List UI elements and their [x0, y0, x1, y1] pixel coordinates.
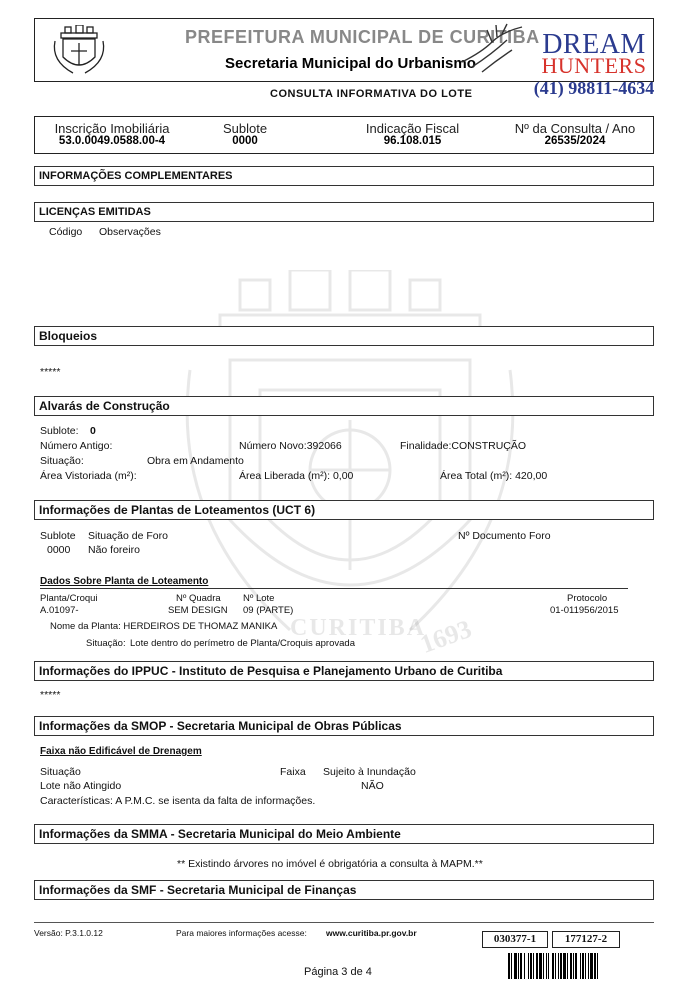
- quadra-label: Nº Quadra: [176, 593, 221, 604]
- section-smop: Informações da SMOP - Secretaria Municipal de Obras Públicas: [34, 716, 654, 736]
- smop-situacao-label: Situação: [40, 766, 81, 778]
- plantas-sublote-label: Sublote: [40, 530, 76, 542]
- quadra-value: SEM DESIGN: [168, 605, 228, 616]
- smop-inundacao-value: NÃO: [361, 780, 384, 792]
- ippuc-value: *****: [40, 689, 61, 701]
- sublote-label: Sublote: [222, 121, 268, 136]
- section-licencas: LICENÇAS EMITIDAS: [34, 202, 654, 222]
- planta-croqui-label: Planta/Croqui: [40, 593, 98, 604]
- sublote-column: [210, 121, 280, 147]
- licencas-observacoes-label: Observações: [99, 226, 161, 238]
- bird-logo-icon: [452, 22, 532, 77]
- section-smma: Informações da SMMA - Secretaria Municipal do Meio Ambiente: [34, 824, 654, 844]
- plantas-documento-foro-label: Nº Documento Foro: [458, 530, 551, 542]
- city-crest-logo: [49, 25, 109, 77]
- smop-subtitle: Faixa não Edificável de Drenagem: [40, 746, 202, 757]
- inscricao-label: Inscrição Imobiliária: [54, 121, 170, 136]
- plantas-situacao-foro-value: Não foreiro: [88, 544, 140, 556]
- smop-inundacao-label: Sujeito à Inundação: [323, 766, 416, 778]
- watermark-year: 1693: [416, 614, 476, 660]
- plantas-situacao-label: Situação:: [86, 638, 126, 649]
- dados-planta-title: Dados Sobre Planta de Loteamento: [40, 576, 209, 587]
- secretaria-title: Secretaria Municipal do Urbanismo: [225, 55, 476, 72]
- bloqueios-value: *****: [40, 366, 61, 378]
- consulta-column: [505, 121, 645, 147]
- lote-label: Nº Lote: [243, 593, 275, 604]
- overlay-dream: DREAM: [542, 29, 646, 60]
- alvaras-area-liberada: Área Liberada (m²): 0,00: [239, 470, 354, 482]
- plantas-situacao-foro-label: Situação de Foro: [88, 530, 168, 542]
- indicacao-value: 96.108.015: [383, 135, 442, 147]
- planta-croqui-value: A.01097-: [40, 605, 79, 616]
- section-bloqueios: Bloqueios: [34, 326, 654, 346]
- consulta-title: CONSULTA INFORMATIVA DO LOTE: [270, 88, 473, 100]
- section-alvaras: Alvarás de Construção: [34, 396, 654, 416]
- footer-mais-info: Para maiores informações acesse:: [176, 928, 307, 938]
- prefeitura-title: PREFEITURA MUNICIPAL DE CURITIBA: [185, 27, 540, 47]
- footer-divider: [34, 922, 654, 923]
- inscricao-value: 53.0.0049.0588.00-4: [58, 135, 166, 147]
- alvaras-sublote-value: 0: [90, 425, 96, 437]
- section-plantas: Informações de Plantas de Loteamentos (UCT 6): [34, 500, 654, 520]
- alvaras-numero-novo: Número Novo:392066: [239, 440, 342, 452]
- sublote-value: 0000: [232, 135, 258, 147]
- section-ippuc: Informações do IPPUC - Instituto de Pesquisa e Planejamento Urbano de Curitiba: [34, 661, 654, 681]
- plantas-sublote-value: 0000: [47, 544, 71, 556]
- alvaras-area-vistoriada: Área Vistoriada (m²):: [40, 470, 137, 482]
- indicacao-column: [355, 121, 470, 147]
- footer-code-1: 030377-1: [482, 931, 548, 948]
- barcode-icon: [508, 953, 654, 979]
- consulta-label: Nº da Consulta / Ano: [514, 121, 636, 136]
- alvaras-numero-antigo: Número Antigo:: [40, 440, 113, 452]
- plantas-situacao-value: Lote dentro do perímetro de Planta/Croquis aprovada: [130, 638, 355, 649]
- footer-code-2: 177127-2: [552, 931, 620, 948]
- smma-note: ** Existindo árvores no imóvel é obrigatória a consulta à MAPM.**: [177, 858, 483, 870]
- consulta-value: 26535/2024: [544, 135, 606, 147]
- inscricao-column: [47, 121, 177, 147]
- dados-planta-divider: [40, 588, 628, 589]
- protocolo-value: 01-011956/2015: [550, 605, 619, 616]
- dream-hunters-overlay: [526, 31, 662, 97]
- indicacao-label: Indicação Fiscal: [365, 121, 460, 136]
- section-info-complementares: INFORMAÇÕES COMPLEMENTARES: [34, 166, 654, 186]
- alvaras-situacao-value: Obra em Andamento: [147, 455, 244, 467]
- watermark-text: CURITIBA: [290, 615, 427, 641]
- footer-site-link[interactable]: www.curitiba.pr.gov.br: [326, 928, 417, 938]
- alvaras-situacao-label: Situação:: [40, 455, 84, 467]
- smop-situacao-value: Lote não Atingido: [40, 780, 122, 792]
- nome-planta: Nome da Planta: HERDEIROS DE THOMAZ MANIKA: [50, 621, 278, 632]
- licencas-codigo-label: Código: [49, 226, 83, 238]
- overlay-hunters: HUNTERS: [541, 53, 647, 78]
- lote-value: 09 (PARTE): [243, 605, 294, 616]
- alvaras-sublote-label: Sublote:: [40, 425, 79, 437]
- smop-caracteristicas: Características: A P.M.C. se isenta da falta de informações.: [40, 795, 316, 807]
- footer-pagina: Página 3 de 4: [304, 966, 372, 978]
- overlay-phone: (41) 98811-4634: [533, 78, 655, 98]
- alvaras-area-total: Área Total (m²): 420,00: [440, 470, 548, 482]
- identification-box: [34, 116, 654, 154]
- smop-faixa-label: Faixa: [280, 766, 306, 778]
- footer-versao: Versão: P.3.1.0.12: [34, 928, 103, 938]
- section-smf: Informações da SMF - Secretaria Municipal de Finanças: [34, 880, 654, 900]
- alvaras-finalidade: Finalidade:CONSTRUÇÃO: [400, 440, 527, 452]
- protocolo-label: Protocolo: [567, 593, 608, 604]
